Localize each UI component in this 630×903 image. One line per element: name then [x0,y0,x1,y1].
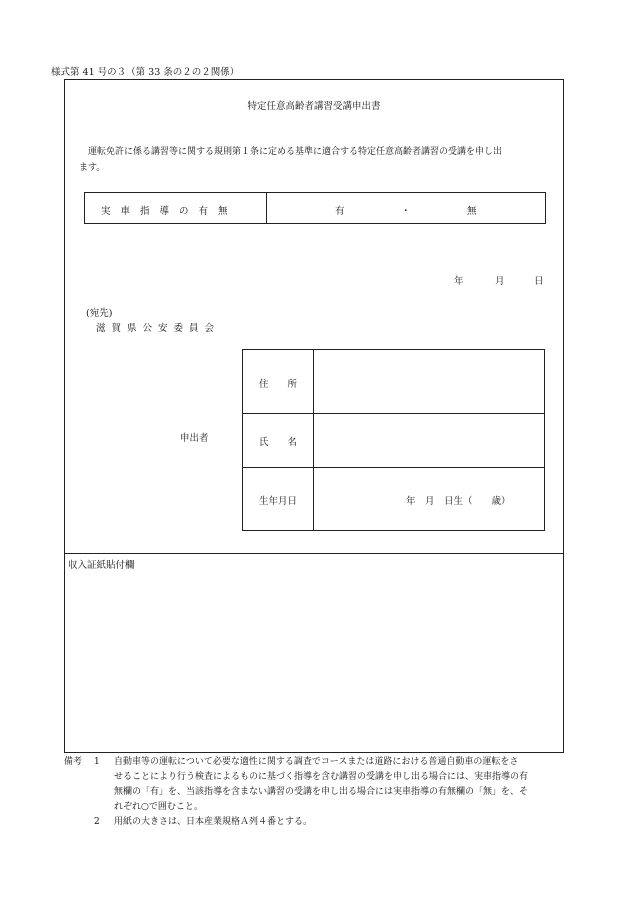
intro-line-1: 運転免許に係る講習等に関する規則第１条に定める基準に適合する特定任意高齢者講習の受講を申し出 [88,147,503,157]
stamp-label: 収入証紙貼付欄 [68,560,135,571]
form-number: 様式第 41 号の３（第 33 条の２の２関係） [51,67,240,78]
guidance-no-option[interactable]: 無 [467,206,477,217]
guidance-choice-box [84,192,546,224]
note-number: 1 [94,757,100,767]
guidance-divider [266,193,267,223]
note-line: せることにより行う検査によるものに基づく指導を含む講習の受講を申し出る場合には、実車指導の有 [114,772,529,782]
stamp-section-divider [64,553,564,554]
table-row-divider [243,413,544,414]
note-line: 自動車等の運転について必要な適性に関する調査でコースまたは道路における普通自動車の運転をさ [114,757,519,767]
intro-line-2: ます。 [79,163,106,173]
intro-text [79,144,559,176]
date-year-label: 年 [454,276,464,287]
note-item [64,815,574,830]
guidance-yes-option[interactable]: 有 [335,206,345,217]
note-number: 2 [94,817,100,827]
birthdate-value: 年 月 日生（ 歳） [406,496,511,507]
address-label: 住 所 [259,379,298,390]
note-line: 無欄の「有」を、当該指導を含まない講習の受講を申し出る場合には実車指導の有無欄の「無」を、そ [114,787,529,797]
guidance-separator: ・ [401,206,411,217]
table-row-divider [243,467,544,468]
addressee-name: 滋賀県公安委員会 [96,323,221,334]
birthdate-label: 生年月日 [259,496,298,507]
table-column-divider [313,350,314,530]
notes-label: 備考 [64,757,83,767]
note-item [64,755,574,815]
form-title: 特定任意高齢者講習受講申出書 [247,101,381,112]
date-month-label: 月 [495,276,505,287]
applicant-table [242,349,545,531]
applicant-label: 申出者 [180,433,209,444]
date-day-label: 日 [534,276,544,287]
notes-section [64,755,574,830]
name-label: 氏 名 [259,437,298,448]
note-line: 用紙の大きさは、日本産業規格Ａ列４番とする。 [114,817,313,827]
guidance-label: 実車指導の有無 [101,206,238,217]
addressee-label: (宛先) [86,308,113,319]
note-line: れぞれ○で囲むこと。 [114,802,203,812]
